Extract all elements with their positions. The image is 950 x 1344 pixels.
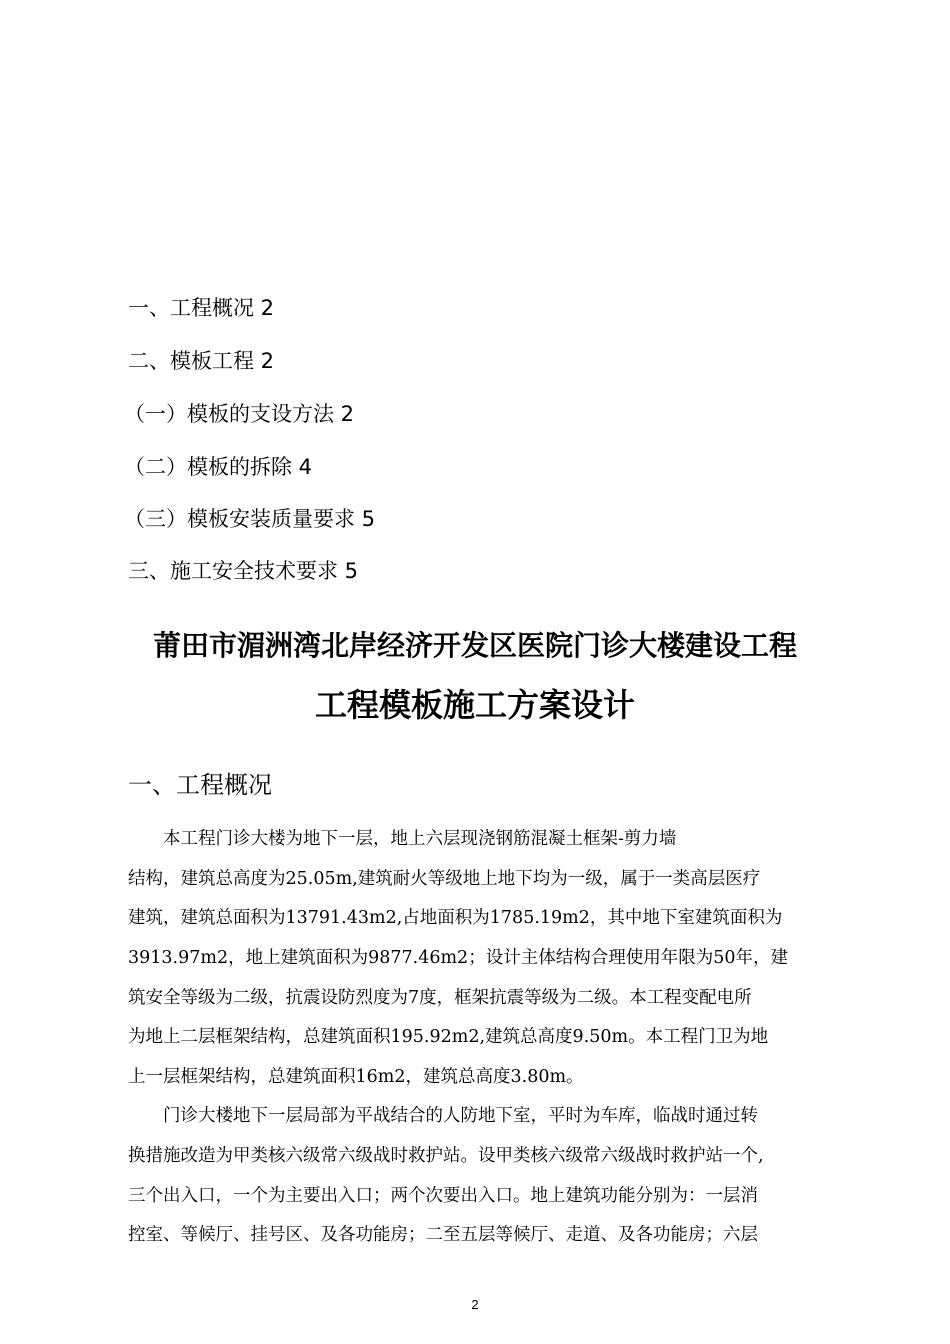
toc-item-formwork-removal[interactable]: （二）模板的拆除 4 [124,455,313,479]
toc-item-formwork-erection-method[interactable]: （一）模板的支设方法 2 [124,402,355,426]
document-title-plan: 工程模板施工方案设计 [314,686,635,724]
toc-item-formwork-quality-requirements[interactable]: （三）模板安装质量要求 5 [124,507,376,531]
text-line: 三个出入口，一个为主要出入口；两个次要出入口。地上建筑功能分别为：一层消 [128,1186,758,1206]
text-line: 3913.97m2，地上建筑面积为9877.46m2；设计主体结构合理使用年限为50年，建 [128,948,788,968]
text-line: 为地上二层框架结构，总建筑面积195.92m2,建筑总高度9.50m。本工程门卫为地 [128,1027,769,1047]
text-line: 上一层框架结构，总建筑面积16m2，建筑总高度3.80m。 [128,1067,584,1087]
text-line: 筑安全等级为二级，抗震设防烈度为7度，框架抗震等级为二级。本工程变配电所 [128,988,752,1008]
toc-item-formwork-engineering[interactable]: 二、模板工程 2 [128,349,275,373]
text-line: 本工程门诊大楼为地下一层，地上六层现浇钢筋混凝土框架-剪力墙 [163,829,677,849]
text-line: 换措施改造为甲类核六级常六级战时救护站。设甲类核六级常六级战时救护站一个, [128,1146,764,1166]
text-line: 控室、等候厅、挂号区、及各功能房；二至五层等候厅、走道、及各功能房；六层 [128,1225,758,1245]
toc-item-construction-safety[interactable]: 三、施工安全技术要求 5 [128,559,359,583]
page-number: 2 [471,1297,479,1312]
section-heading-overview: 一、工程概况 [128,771,272,799]
document-title-project: 莆田市湄洲湾北岸经济开发区医院门诊大楼建设工程 [152,629,797,662]
text-line: 结构，建筑总高度为25.05m,建筑耐火等级地上地下均为一级，属于一类高层医疗 [128,869,761,889]
text-line: 建筑，建筑总面积为13791.43m2,占地面积为1785.19m2，其中地下室建筑面积为 [128,908,783,928]
text-line: 门诊大楼地下一层局部为平战结合的人防地下室，平时为车库，临战时通过转 [163,1106,758,1126]
toc-item-engineering-overview[interactable]: 一、工程概况 2 [128,296,275,320]
